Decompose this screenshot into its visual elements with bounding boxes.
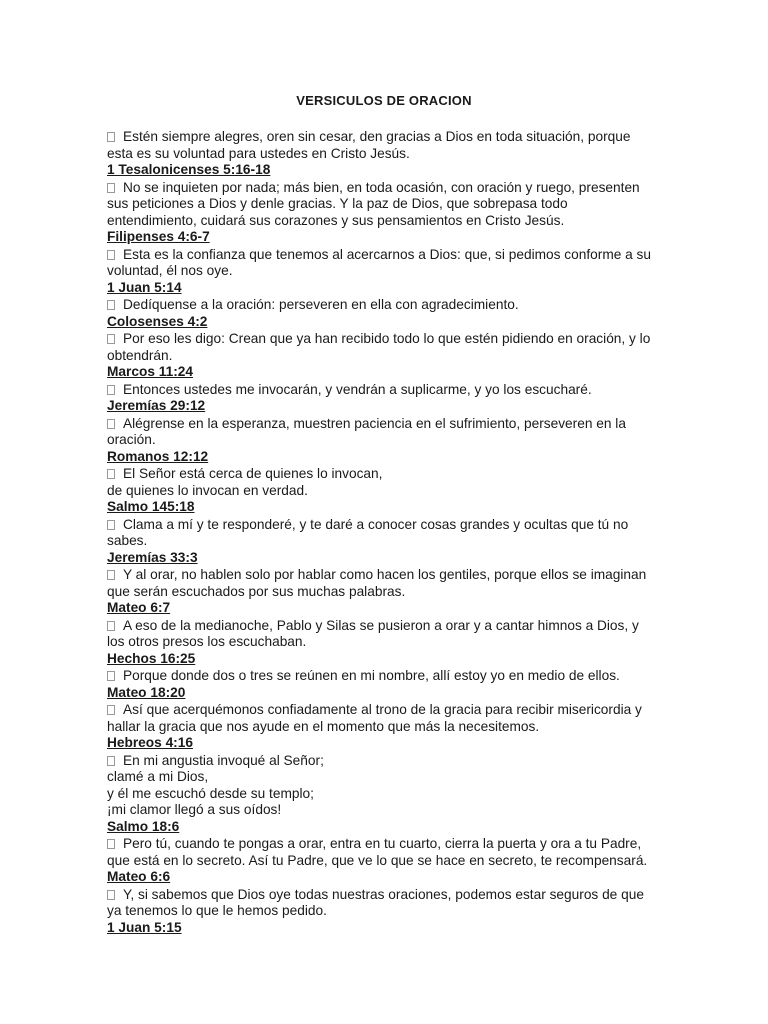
bullet-icon bbox=[107, 839, 115, 849]
verse-text: Porque donde dos o tres se reúnen en mi nombre, allí estoy yo en medio de ellos. bbox=[123, 668, 620, 683]
verse-text: hallar la gracia que nos ayude en el momento que más la necesitemos. bbox=[107, 718, 540, 734]
verse-line bbox=[107, 331, 659, 348]
verse-text: que serán escuchados por sus muchas palabras. bbox=[107, 583, 406, 599]
verse-line bbox=[107, 247, 659, 264]
verse-text: ¡mi clamor llegó a sus oídos! bbox=[107, 802, 282, 817]
bullet-icon bbox=[107, 300, 115, 310]
verse-line bbox=[107, 382, 659, 399]
verse-text: sus peticiones a Dios y denle gracias. Y la paz de Dios, que sobrepasa todo bbox=[107, 196, 568, 211]
verse-line bbox=[107, 129, 659, 146]
verse-text: Y, si sabemos que Dios oye todas nuestras oraciones, podemos estar seguros de que bbox=[123, 886, 644, 902]
verse-text: Dedíquense a la oración: perseveren en ella con agradecimiento. bbox=[123, 297, 519, 312]
verse-reference: 1 Tesalonicenses 5:16-18 bbox=[107, 162, 271, 177]
verse-reference: Mateo 6:7 bbox=[107, 600, 171, 615]
verse-entry bbox=[107, 618, 659, 668]
verse-reference: Marcos 11:24 bbox=[107, 364, 193, 379]
verse-entry bbox=[107, 247, 659, 297]
verse-entry bbox=[107, 887, 659, 937]
verse-entry bbox=[107, 331, 659, 381]
verse-line bbox=[107, 702, 659, 719]
verse-reference: Colosenses 4:2 bbox=[107, 313, 208, 329]
verse-reference: 1 Juan 5:14 bbox=[107, 279, 182, 295]
verse-line bbox=[107, 836, 659, 853]
verse-line bbox=[107, 903, 659, 920]
bullet-icon bbox=[107, 419, 115, 429]
verse-reference: Romanos 12:12 bbox=[107, 448, 209, 464]
verse-reference: Salmo 18:6 bbox=[107, 818, 180, 834]
verse-text: voluntad, él nos oye. bbox=[107, 263, 233, 278]
verse-line bbox=[107, 263, 659, 280]
verse-entry bbox=[107, 466, 659, 516]
bullet-icon bbox=[107, 334, 115, 344]
verse-reference: 1 Juan 5:15 bbox=[107, 919, 182, 935]
verse-text: obtendrán. bbox=[107, 347, 173, 363]
verse-line bbox=[107, 567, 659, 584]
verse-text: A eso de la medianoche, Pablo y Silas se pusieron a orar y a cantar himnos a Dios, y bbox=[123, 617, 639, 633]
verse-reference: Jeremías 29:12 bbox=[107, 398, 206, 413]
verse-line bbox=[107, 432, 659, 449]
verse-line bbox=[107, 466, 659, 483]
verse-text: El Señor está cerca de quienes lo invocan, bbox=[123, 466, 383, 481]
verse-text: clamé a mi Dios, bbox=[107, 769, 209, 784]
verse-reference: Hechos 16:25 bbox=[107, 650, 196, 666]
verse-reference: Jeremías 33:3 bbox=[107, 549, 198, 565]
verse-line bbox=[107, 634, 659, 651]
verse-text: Esta es la confianza que tenemos al acercarnos a Dios: que, si pedimos conforme a su bbox=[123, 246, 652, 262]
verse-line bbox=[107, 348, 659, 365]
verse-line bbox=[107, 753, 659, 770]
verse-line bbox=[107, 146, 659, 163]
verse-entry bbox=[107, 753, 659, 836]
verse-line bbox=[107, 180, 659, 197]
bullet-icon bbox=[107, 756, 115, 766]
verse-entry bbox=[107, 382, 659, 415]
bullet-icon bbox=[107, 890, 115, 900]
verse-reference: Salmo 145:18 bbox=[107, 499, 195, 514]
verse-text: Estén siempre alegres, oren sin cesar, den gracias a Dios en toda situación, porque bbox=[123, 129, 631, 144]
verse-entry bbox=[107, 297, 659, 330]
bullet-icon bbox=[107, 385, 115, 395]
verse-text: que está en lo secreto. Así tu Padre, que ve lo que se hace en secreto, te recompensará. bbox=[107, 852, 648, 868]
bullet-icon bbox=[107, 250, 115, 260]
verse-line bbox=[107, 196, 659, 213]
verse-text: Por eso les digo: Crean que ya han recibido todo lo que estén pidiendo en oración, y lo bbox=[123, 331, 651, 346]
bullet-icon bbox=[107, 469, 115, 479]
bullet-icon bbox=[107, 621, 115, 631]
verse-text: Entonces ustedes me invocarán, y vendrán a suplicarme, y yo los escucharé. bbox=[123, 381, 592, 397]
verse-text: los otros presos los escuchaban. bbox=[107, 634, 307, 649]
verse-line bbox=[107, 533, 659, 550]
verse-text: Alégrense en la esperanza, muestren paciencia en el sufrimiento, perseveren en la bbox=[123, 415, 626, 431]
verse-line bbox=[107, 416, 659, 433]
verse-text: ya tenemos lo que le hemos pedido. bbox=[107, 903, 327, 918]
verse-text: y él me escuchó desde su templo; bbox=[107, 785, 314, 801]
verse-entry bbox=[107, 517, 659, 567]
verse-line bbox=[107, 853, 659, 870]
verse-reference: Filipenses 4:6-7 bbox=[107, 229, 210, 244]
verse-line bbox=[107, 769, 659, 786]
verse-entry bbox=[107, 129, 659, 179]
verse-line bbox=[107, 719, 659, 736]
bullet-icon bbox=[107, 570, 115, 580]
verse-line bbox=[107, 618, 659, 635]
verse-entry bbox=[107, 668, 659, 701]
verse-text: esta es su voluntad para ustedes en Cristo Jesús. bbox=[107, 145, 410, 161]
verse-text: Así que acerquémonos confiadamente al trono de la gracia para recibir misericordia y bbox=[123, 702, 642, 717]
bullet-icon bbox=[107, 520, 115, 530]
verse-text: No se inquieten por nada; más bien, en toda ocasión, con oración y ruego, presenten bbox=[123, 179, 640, 195]
verse-text: Clama a mí y te responderé, y te daré a conocer cosas grandes y ocultas que tú no bbox=[123, 516, 629, 532]
verse-line bbox=[107, 668, 659, 685]
verse-reference: Mateo 18:20 bbox=[107, 684, 186, 700]
verse-entry bbox=[107, 702, 659, 752]
verse-entry bbox=[107, 836, 659, 886]
verse-line bbox=[107, 887, 659, 904]
verse-reference: Hebreos 4:16 bbox=[107, 735, 193, 750]
verse-entry bbox=[107, 180, 659, 246]
bullet-icon bbox=[107, 671, 115, 681]
verse-text: sabes. bbox=[107, 533, 148, 548]
verse-line bbox=[107, 786, 659, 803]
verse-line bbox=[107, 483, 659, 500]
verse-text: de quienes lo invocan en verdad. bbox=[107, 482, 308, 498]
verse-text: Pero tú, cuando te pongas a orar, entra en tu cuarto, cierra la puerta y ora a tu Padre, bbox=[123, 836, 642, 851]
verse-line bbox=[107, 517, 659, 534]
verse-entry bbox=[107, 416, 659, 466]
verse-reference: Mateo 6:6 bbox=[107, 869, 171, 884]
verse-text: oración. bbox=[107, 432, 156, 447]
bullet-icon bbox=[107, 132, 115, 142]
verse-line bbox=[107, 213, 659, 230]
verse-text: entendimiento, cuidará sus corazones y sus pensamientos en Cristo Jesús. bbox=[107, 212, 565, 228]
verse-line bbox=[107, 802, 659, 819]
verse-entry bbox=[107, 567, 659, 617]
verse-text: Y al orar, no hablen solo por hablar como hacen los gentiles, porque ellos se imaginan bbox=[123, 567, 647, 582]
verse-text: En mi angustia invoqué al Señor; bbox=[123, 752, 324, 768]
bullet-icon bbox=[107, 705, 115, 715]
verse-line bbox=[107, 297, 659, 314]
verse-list bbox=[107, 129, 659, 937]
verse-line bbox=[107, 584, 659, 601]
page-title: VERSICULOS DE ORACION bbox=[296, 93, 472, 108]
bullet-icon bbox=[107, 183, 115, 193]
